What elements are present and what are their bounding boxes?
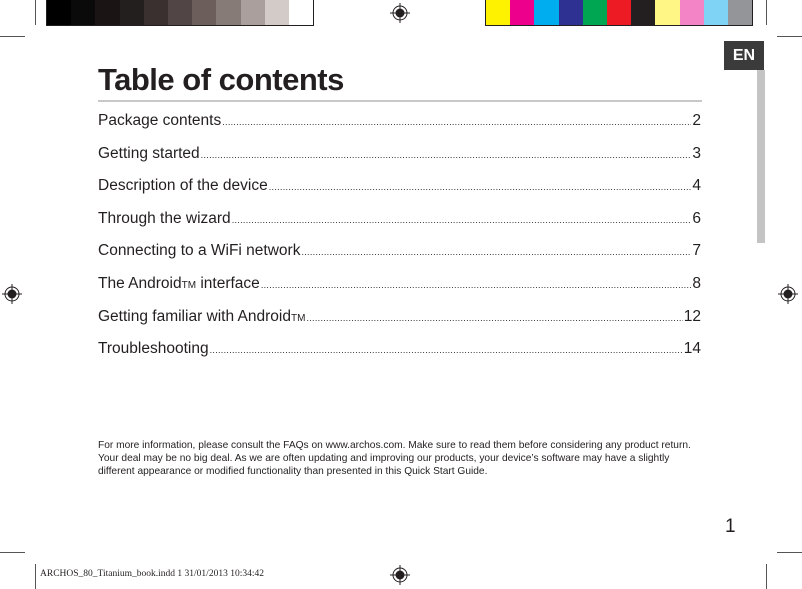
page-title: Table of contents [98,62,344,97]
toc-page-number: 14 [683,340,701,358]
info-note: For more information, please consult the FAQs on www.archos.com. Make sure to read them before considering any product return. Your deal may be no big deal. As we are often updating and improving our products, your device’s software may have a slightly different appearance or modified functionality than presented in this Quick Start Guide. [98,440,691,477]
toc-label-text: Troubleshooting [98,340,209,358]
toc-page-number: 6 [692,209,701,227]
trademark: TM [181,280,197,291]
toc-entry[interactable] [98,145,701,163]
toc-label [98,145,200,163]
toc-entry[interactable] [98,177,701,195]
toc-label-text: Getting familiar with Android [98,307,291,325]
page-number: 1 [725,516,736,537]
registration-mark-icon [389,564,411,586]
color-swatch [607,0,631,25]
color-swatch [631,0,655,25]
toc-label [98,210,231,228]
toc-label-text: Package contents [98,112,222,129]
toc-entry[interactable] [98,112,701,130]
toc-label-text: The Android [98,275,182,292]
dot-leader [222,117,691,127]
dot-leader [306,313,682,323]
color-swatch [192,0,216,25]
toc-entry[interactable] [98,210,701,228]
toc-entry[interactable] [98,308,701,326]
color-swatch [728,0,752,25]
crop-mark [766,564,767,589]
color-swatch [71,0,95,25]
toc-page-number: 7 [692,242,701,260]
color-swatch [583,0,607,25]
crop-mark [35,564,36,589]
crop-mark [766,0,767,25]
toc-label-text: Getting started [98,144,200,162]
color-swatch [216,0,240,25]
color-swatch [680,0,704,25]
color-swatch [265,0,289,25]
toc-label-text: Description of the device [98,177,268,195]
toc-label-text: Connecting to a WiFi network [98,242,301,260]
dot-leader [201,150,692,160]
toc-label [98,308,305,326]
toc-label [98,340,209,358]
toc-label-rest: interface [196,275,260,292]
dot-leader [261,280,692,290]
toc-entry[interactable] [98,275,701,293]
side-tab-bar [757,70,765,243]
toc-label [98,112,221,130]
toc-page-number: 8 [692,275,701,292]
color-swatch [510,0,534,25]
color-swatch [168,0,192,25]
color-swatch [655,0,679,25]
color-swatch [486,0,510,25]
color-swatch [95,0,119,25]
color-swatch [704,0,728,25]
toc-page-number: 4 [692,177,701,195]
toc-page-number: 12 [683,307,701,325]
color-swatch [241,0,265,25]
title-rule [98,100,702,102]
crop-mark [0,552,25,553]
color-swatch [120,0,144,25]
grayscale-color-bar [46,0,314,26]
toc-entry[interactable] [98,242,701,260]
process-color-bar [485,0,753,26]
dot-leader [269,182,692,192]
toc-label [98,242,300,260]
crop-mark [777,36,802,37]
dot-leader [210,345,683,355]
crop-mark [35,0,36,25]
toc-label [98,177,268,195]
toc-page-number: 2 [692,112,701,129]
crop-mark [777,552,802,553]
toc-label-text: Through the wizard [98,209,231,227]
color-swatch [47,0,71,25]
toc-entry[interactable] [98,340,701,358]
color-swatch [559,0,583,25]
registration-mark-icon [777,283,799,305]
dot-leader [232,215,692,225]
crop-mark [0,36,25,37]
toc-page-number: 3 [692,144,701,162]
dot-leader [301,247,691,257]
toc-label [98,275,260,293]
registration-mark-icon [389,2,411,24]
print-slug: ARCHOS_80_Titanium_book.indd 1 31/01/2013 10:34:42 [40,569,264,579]
color-swatch [144,0,168,25]
registration-mark-icon [1,283,23,305]
color-swatch [289,0,313,25]
trademark: TM [290,312,306,324]
color-swatch [534,0,558,25]
language-tab: EN [724,41,764,70]
